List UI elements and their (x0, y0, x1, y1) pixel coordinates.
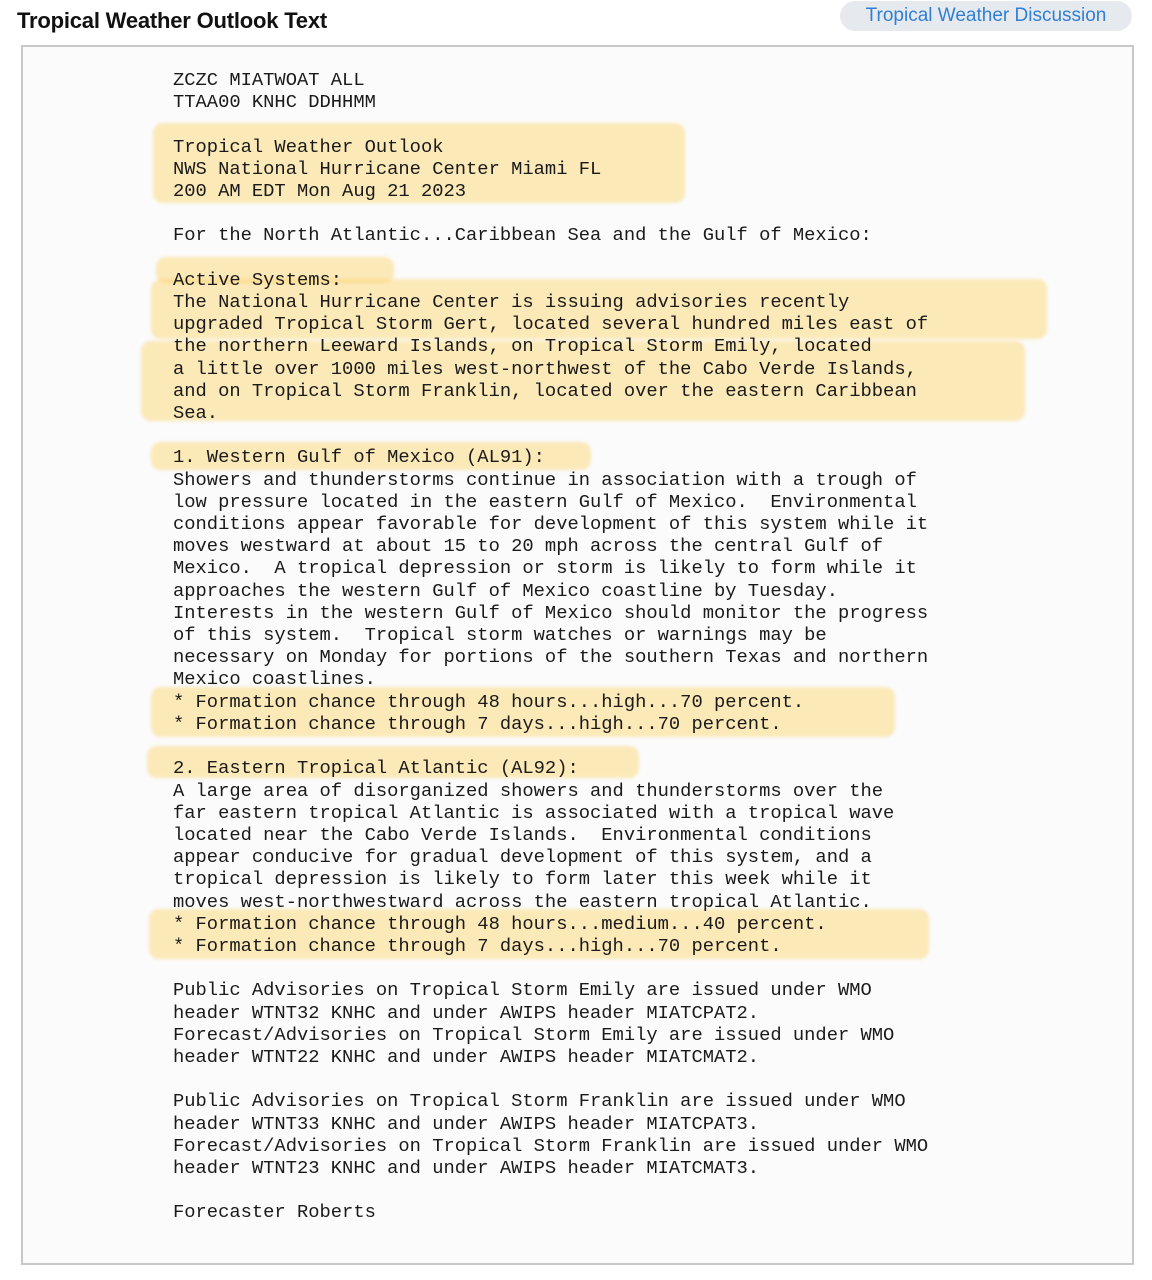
text-line: Mexico. A tropical depression or storm is likely to form while it (173, 557, 917, 580)
text-line: header WTNT23 KNHC and under AWIPS header MIATCMAT3. (173, 1156, 760, 1179)
text-line: the northern Leeward Islands, on Tropical Storm Emily, located (173, 335, 872, 358)
text-line: header WTNT22 KNHC and under AWIPS header MIATCMAT2. (173, 1045, 760, 1068)
text-line: appear conducive for gradual development of this system, and a (173, 846, 872, 869)
text-line: of this system. Tropical storm watches or warnings may be (173, 624, 827, 647)
outlook-text-panel (21, 45, 1134, 1265)
text-line: Public Advisories on Tropical Storm Franklin are issued under WMO (173, 1090, 906, 1113)
text-line: Mexico coastlines. (173, 668, 376, 691)
text-line: a little over 1000 miles west-northwest of the Cabo Verde Islands, (173, 357, 917, 380)
text-line: The National Hurricane Center is issuing advisories recently (173, 291, 850, 314)
outlook-product-text (173, 69, 928, 1224)
tropical-weather-discussion-link[interactable]: Tropical Weather Discussion (840, 1, 1132, 31)
text-line: tropical depression is likely to form later this week while it (173, 868, 872, 891)
text-line: A large area of disorganized showers and thunderstorms over the (173, 779, 884, 802)
text-line: * Formation chance through 7 days...high...70 percent. (173, 934, 782, 957)
text-line: approaches the western Gulf of Mexico coastline by Tuesday. (173, 579, 838, 602)
text-line: header WTNT33 KNHC and under AWIPS header MIATCPAT3. (173, 1112, 760, 1135)
text-line: 1. Western Gulf of Mexico (AL91): (173, 446, 545, 469)
text-line: far eastern tropical Atlantic is associated with a tropical wave (173, 801, 895, 824)
text-line: Sea. (173, 402, 219, 425)
text-line: * Formation chance through 48 hours...medium...40 percent. (173, 912, 827, 935)
text-line: TTAA00 KNHC DDHHMM (173, 91, 376, 114)
text-line: necessary on Monday for portions of the southern Texas and northern (173, 646, 929, 669)
text-line: conditions appear favorable for development of this system while it (173, 513, 929, 536)
text-line: moves westward at about 15 to 20 mph across the central Gulf of (173, 535, 884, 558)
text-line: Public Advisories on Tropical Storm Emily are issued under WMO (173, 979, 872, 1002)
text-line: For the North Atlantic...Caribbean Sea and the Gulf of Mexico: (173, 224, 872, 247)
text-line: Showers and thunderstorms continue in association with a trough of (173, 468, 917, 491)
text-line: Active Systems: (173, 268, 343, 291)
text-line: low pressure located in the eastern Gulf of Mexico. Environmental (173, 490, 917, 513)
text-line: Interests in the western Gulf of Mexico should monitor the progress (173, 601, 929, 624)
text-line: header WTNT32 KNHC and under AWIPS header MIATCPAT2. (173, 1001, 760, 1024)
text-line: Forecaster Roberts (173, 1201, 376, 1224)
text-line: ZCZC MIATWOAT ALL (173, 69, 365, 91)
text-line: moves west-northwestward across the eastern tropical Atlantic. (173, 890, 872, 913)
text-line: 2. Eastern Tropical Atlantic (AL92): (173, 757, 579, 780)
text-line: and on Tropical Storm Franklin, located over the eastern Caribbean (173, 379, 917, 402)
text-line: located near the Cabo Verde Islands. Environmental conditions (173, 823, 872, 846)
page-title: Tropical Weather Outlook Text (17, 8, 327, 33)
text-line: * Formation chance through 7 days...high...70 percent. (173, 712, 782, 735)
text-line: upgraded Tropical Storm Gert, located several hundred miles east of (173, 313, 929, 336)
text-line: 200 AM EDT Mon Aug 21 2023 (173, 180, 467, 203)
text-line: NWS National Hurricane Center Miami FL (173, 157, 602, 180)
text-line: Tropical Weather Outlook (173, 135, 444, 158)
page-header (0, 0, 1152, 44)
text-line: Forecast/Advisories on Tropical Storm Franklin are issued under WMO (173, 1134, 929, 1157)
text-line: * Formation chance through 48 hours...high...70 percent. (173, 690, 805, 713)
text-line: Forecast/Advisories on Tropical Storm Emily are issued under WMO (173, 1023, 895, 1046)
